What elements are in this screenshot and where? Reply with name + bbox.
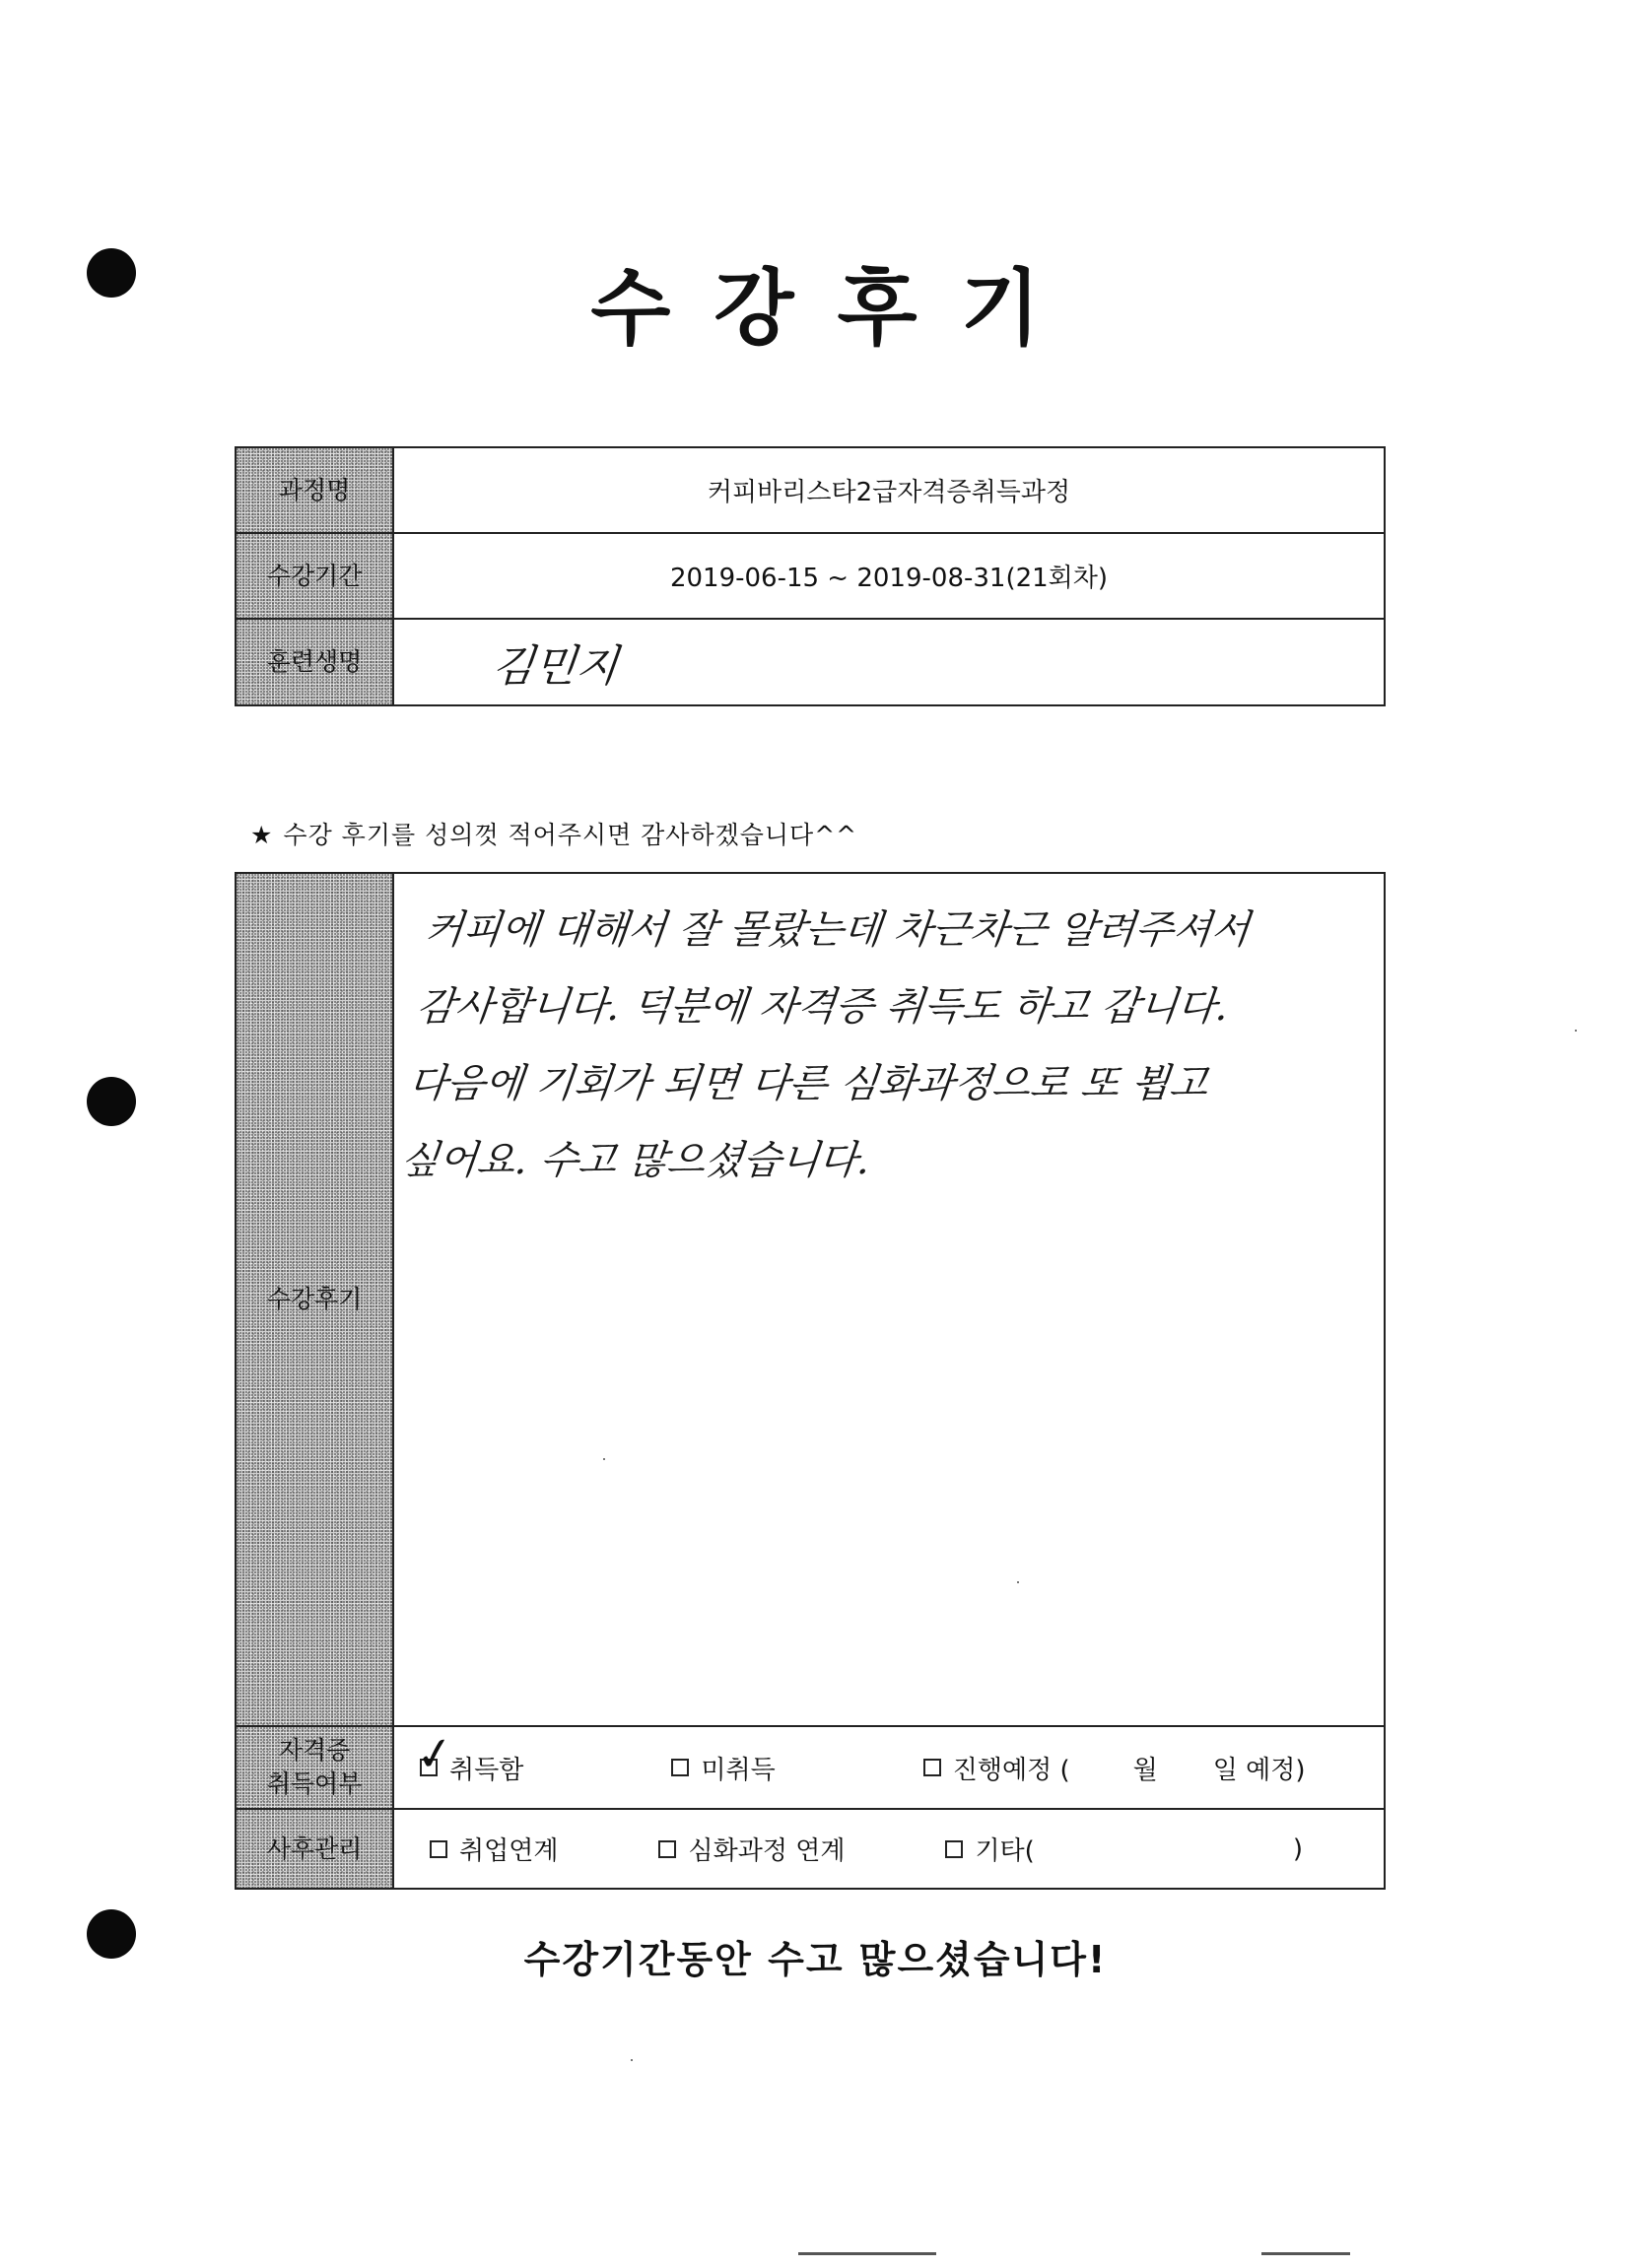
checkbox-icon[interactable] <box>945 1840 963 1858</box>
scan-speck <box>1017 1581 1019 1583</box>
certificate-options <box>393 1726 1385 1809</box>
review-line: 감사합니다. 덕분에 자격증 취득도 하고 갑니다. <box>414 984 1231 1030</box>
option-advanced-course[interactable] <box>658 1831 845 1867</box>
option-advanced-course-label: 심화과정 연계 <box>688 1836 846 1866</box>
option-acquired-label: 취득함 <box>449 1755 524 1785</box>
review-table <box>235 872 1386 1890</box>
aftercare-label: 사후관리 <box>236 1809 393 1889</box>
certificate-row <box>236 1726 1385 1809</box>
scan-speck <box>1575 1030 1577 1032</box>
certificate-label-line: 자격증 <box>278 1736 351 1765</box>
option-other-label: 기타( <box>975 1836 1035 1866</box>
punch-hole <box>87 1077 136 1126</box>
option-job-link[interactable] <box>430 1831 558 1867</box>
option-job-link-label: 취업연계 <box>459 1836 559 1866</box>
period-row <box>236 533 1385 619</box>
option-other-close: ) <box>1292 1834 1303 1864</box>
period-label: 수강기간 <box>236 533 393 619</box>
course-label: 과정명 <box>236 447 393 533</box>
review-handwriting <box>377 874 1401 1199</box>
checkbox-icon[interactable] <box>658 1840 676 1858</box>
course-row <box>236 447 1385 533</box>
trainee-name-handwritten: 김민지 <box>388 619 1389 705</box>
option-scheduled-label: 진행예정 ( <box>952 1755 1070 1785</box>
checkbox-icon[interactable] <box>671 1759 689 1776</box>
option-scheduled[interactable] <box>923 1750 1306 1786</box>
scan-edge-mark <box>1261 2252 1350 2255</box>
option-other[interactable] <box>945 1831 1303 1867</box>
option-not-acquired[interactable] <box>671 1750 775 1786</box>
closing-message: 수강기간동안 수고 많으셨습니다! <box>523 1938 1108 1981</box>
review-row <box>236 873 1385 1726</box>
star-icon: ★ <box>250 821 274 849</box>
notice-message: 수강 후기를 성의껏 적어주시면 감사하겠습니다^^ <box>283 821 858 849</box>
aftercare-options <box>393 1809 1385 1889</box>
course-info-table <box>235 446 1386 706</box>
option-not-acquired-label: 미취득 <box>701 1755 776 1785</box>
trainee-label: 훈련생명 <box>236 619 393 705</box>
review-line: 커피에 대해서 잘 몰랐는데 차근차근 알려주셔서 <box>422 907 1253 953</box>
certificate-label <box>236 1726 393 1809</box>
scan-speck <box>603 1458 605 1460</box>
option-scheduled-day: 일 예정) <box>1212 1755 1306 1785</box>
checkbox-icon[interactable] <box>430 1840 447 1858</box>
check-mark-icon: ✓ <box>412 1724 458 1783</box>
review-line: 다음에 기회가 되면 다른 심화과정으로 또 뵙고 <box>406 1061 1210 1106</box>
scan-speck <box>631 2059 633 2061</box>
checkbox-checked-icon[interactable] <box>412 1724 458 1783</box>
certificate-options-row <box>394 1724 1384 1786</box>
review-line: 싶어요. 수고 많으셨습니다. <box>398 1138 873 1183</box>
option-acquired[interactable] <box>412 1724 524 1786</box>
trainee-row <box>236 619 1385 705</box>
period-value: 2019-06-15 ~ 2019-08-31(21회차) <box>393 533 1385 619</box>
certificate-label-line: 취득여부 <box>266 1769 363 1798</box>
course-value: 커피바리스타2급자격증취득과정 <box>393 447 1385 533</box>
scan-edge-marks <box>0 2252 1631 2258</box>
notice-text <box>250 816 857 851</box>
review-label: 수강후기 <box>236 873 393 1726</box>
aftercare-options-row <box>394 1831 1384 1867</box>
scan-edge-mark <box>798 2252 936 2255</box>
checkbox-icon[interactable] <box>923 1759 941 1776</box>
document-title: 수강후기 <box>590 260 1084 357</box>
aftercare-row <box>236 1809 1385 1889</box>
review-body <box>393 873 1385 1726</box>
option-scheduled-month: 월 <box>1132 1755 1158 1785</box>
